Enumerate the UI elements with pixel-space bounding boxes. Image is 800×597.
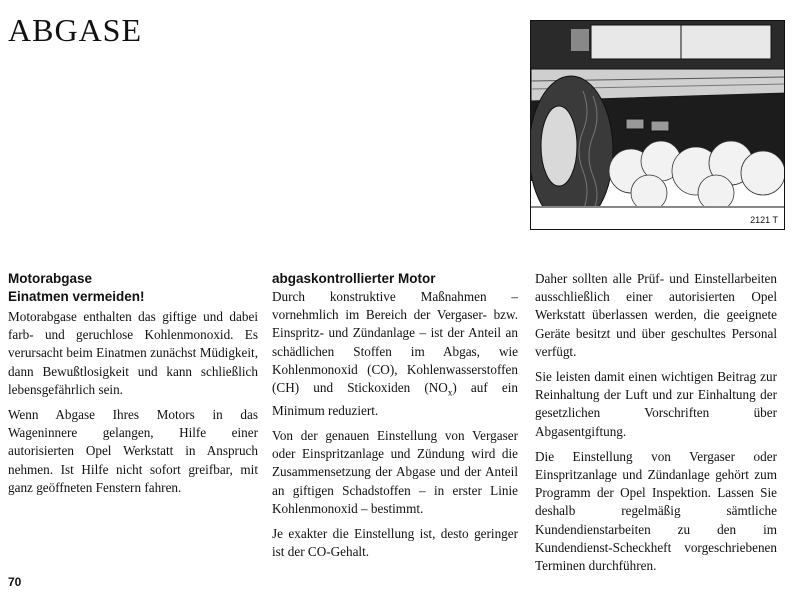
- paragraph: Je exakter die Einstellung ist, desto geringer ist der CO-Gehalt.: [272, 526, 518, 560]
- para-text-end: ) auf ein Minimum reduziert.: [272, 380, 519, 418]
- paragraph: Daher sollten alle Prüf- und Einstellarbeiten ausschließlich einer autorisierten Opel Werkstatt überlassen werden, die geeignete Geräte besitzt und über geschultes Personal verfügt.: [535, 271, 777, 359]
- page-number: 70: [8, 575, 22, 589]
- nox-label: (NO: [424, 380, 448, 396]
- paragraph: Wenn Abgase Ihres Motors in das Wageninnere gelangen, Hilfe einer autorisierten Opel Werkstatt in Anspruch nehmen. Ist Hilfe nicht sofort greifbar, mit ganz geöffneten Fenstern fahren.: [8, 407, 258, 495]
- car-rear-exhaust-drawing: [531, 21, 785, 230]
- paragraph: Von der genauen Einstellung von Vergaser oder Einspritzanlage und Zündung wird die Zusammensetzung der Abgase und der Anteil an giftigen Schadstoffen – in erster Linie Kohlenmonoxid – bestimmt.: [272, 428, 518, 516]
- page-title: ABGASE: [8, 12, 143, 48]
- exhaust-illustration: [530, 20, 785, 230]
- paragraph: Sie leisten damit einen wichtigen Beitrag zur Reinhaltung der Luft und zur Einhaltung der gesetzlichen Vorschriften über Abgasentgiftung.: [535, 369, 777, 439]
- heading-motorabgase: Motorabgase: [8, 271, 93, 286]
- heading-abgaskontrollierter-motor: abgaskontrollierter Motor: [272, 271, 436, 286]
- paragraph: [272, 288, 518, 420]
- heading-einatmen: Einatmen vermeiden!: [8, 289, 145, 304]
- para-text: Durch konstruktive Maßnahmen – vornehmlich im Bereich der Vergaser- bzw. Einspritz- und Zündanlage – ist der Anteil an schädlichen Stoffen im Abgas, wie Kohlenmonoxid (CO), Kohlenwasserstoffen (CH) und Stickoxiden: [272, 289, 518, 396]
- nox-subscript: x: [447, 387, 453, 398]
- column-3: [535, 270, 777, 582]
- column-1: [8, 270, 258, 504]
- column-2: [272, 270, 518, 568]
- figure-code: 2121 T: [750, 215, 778, 225]
- paragraph: Motorabgase enthalten das giftige und dabei farb- und geruchlose Kohlenmonoxid. Es verursacht beim Einatmen zunächst Müdigkeit, dann Bewußtlosigkeit und kann schließlich lebensgefährlich sein.: [8, 309, 258, 397]
- paragraph: Die Einstellung von Vergaser oder Einspritzanlage und Zündanlage gehört zum Programm der Opel Inspektion. Lassen Sie deshalb regelmäßig sämtliche Kundendienstarbeiten zu den im Kundendienst-Scheckheft vorgeschriebenen Terminen durchführen.: [535, 448, 777, 574]
